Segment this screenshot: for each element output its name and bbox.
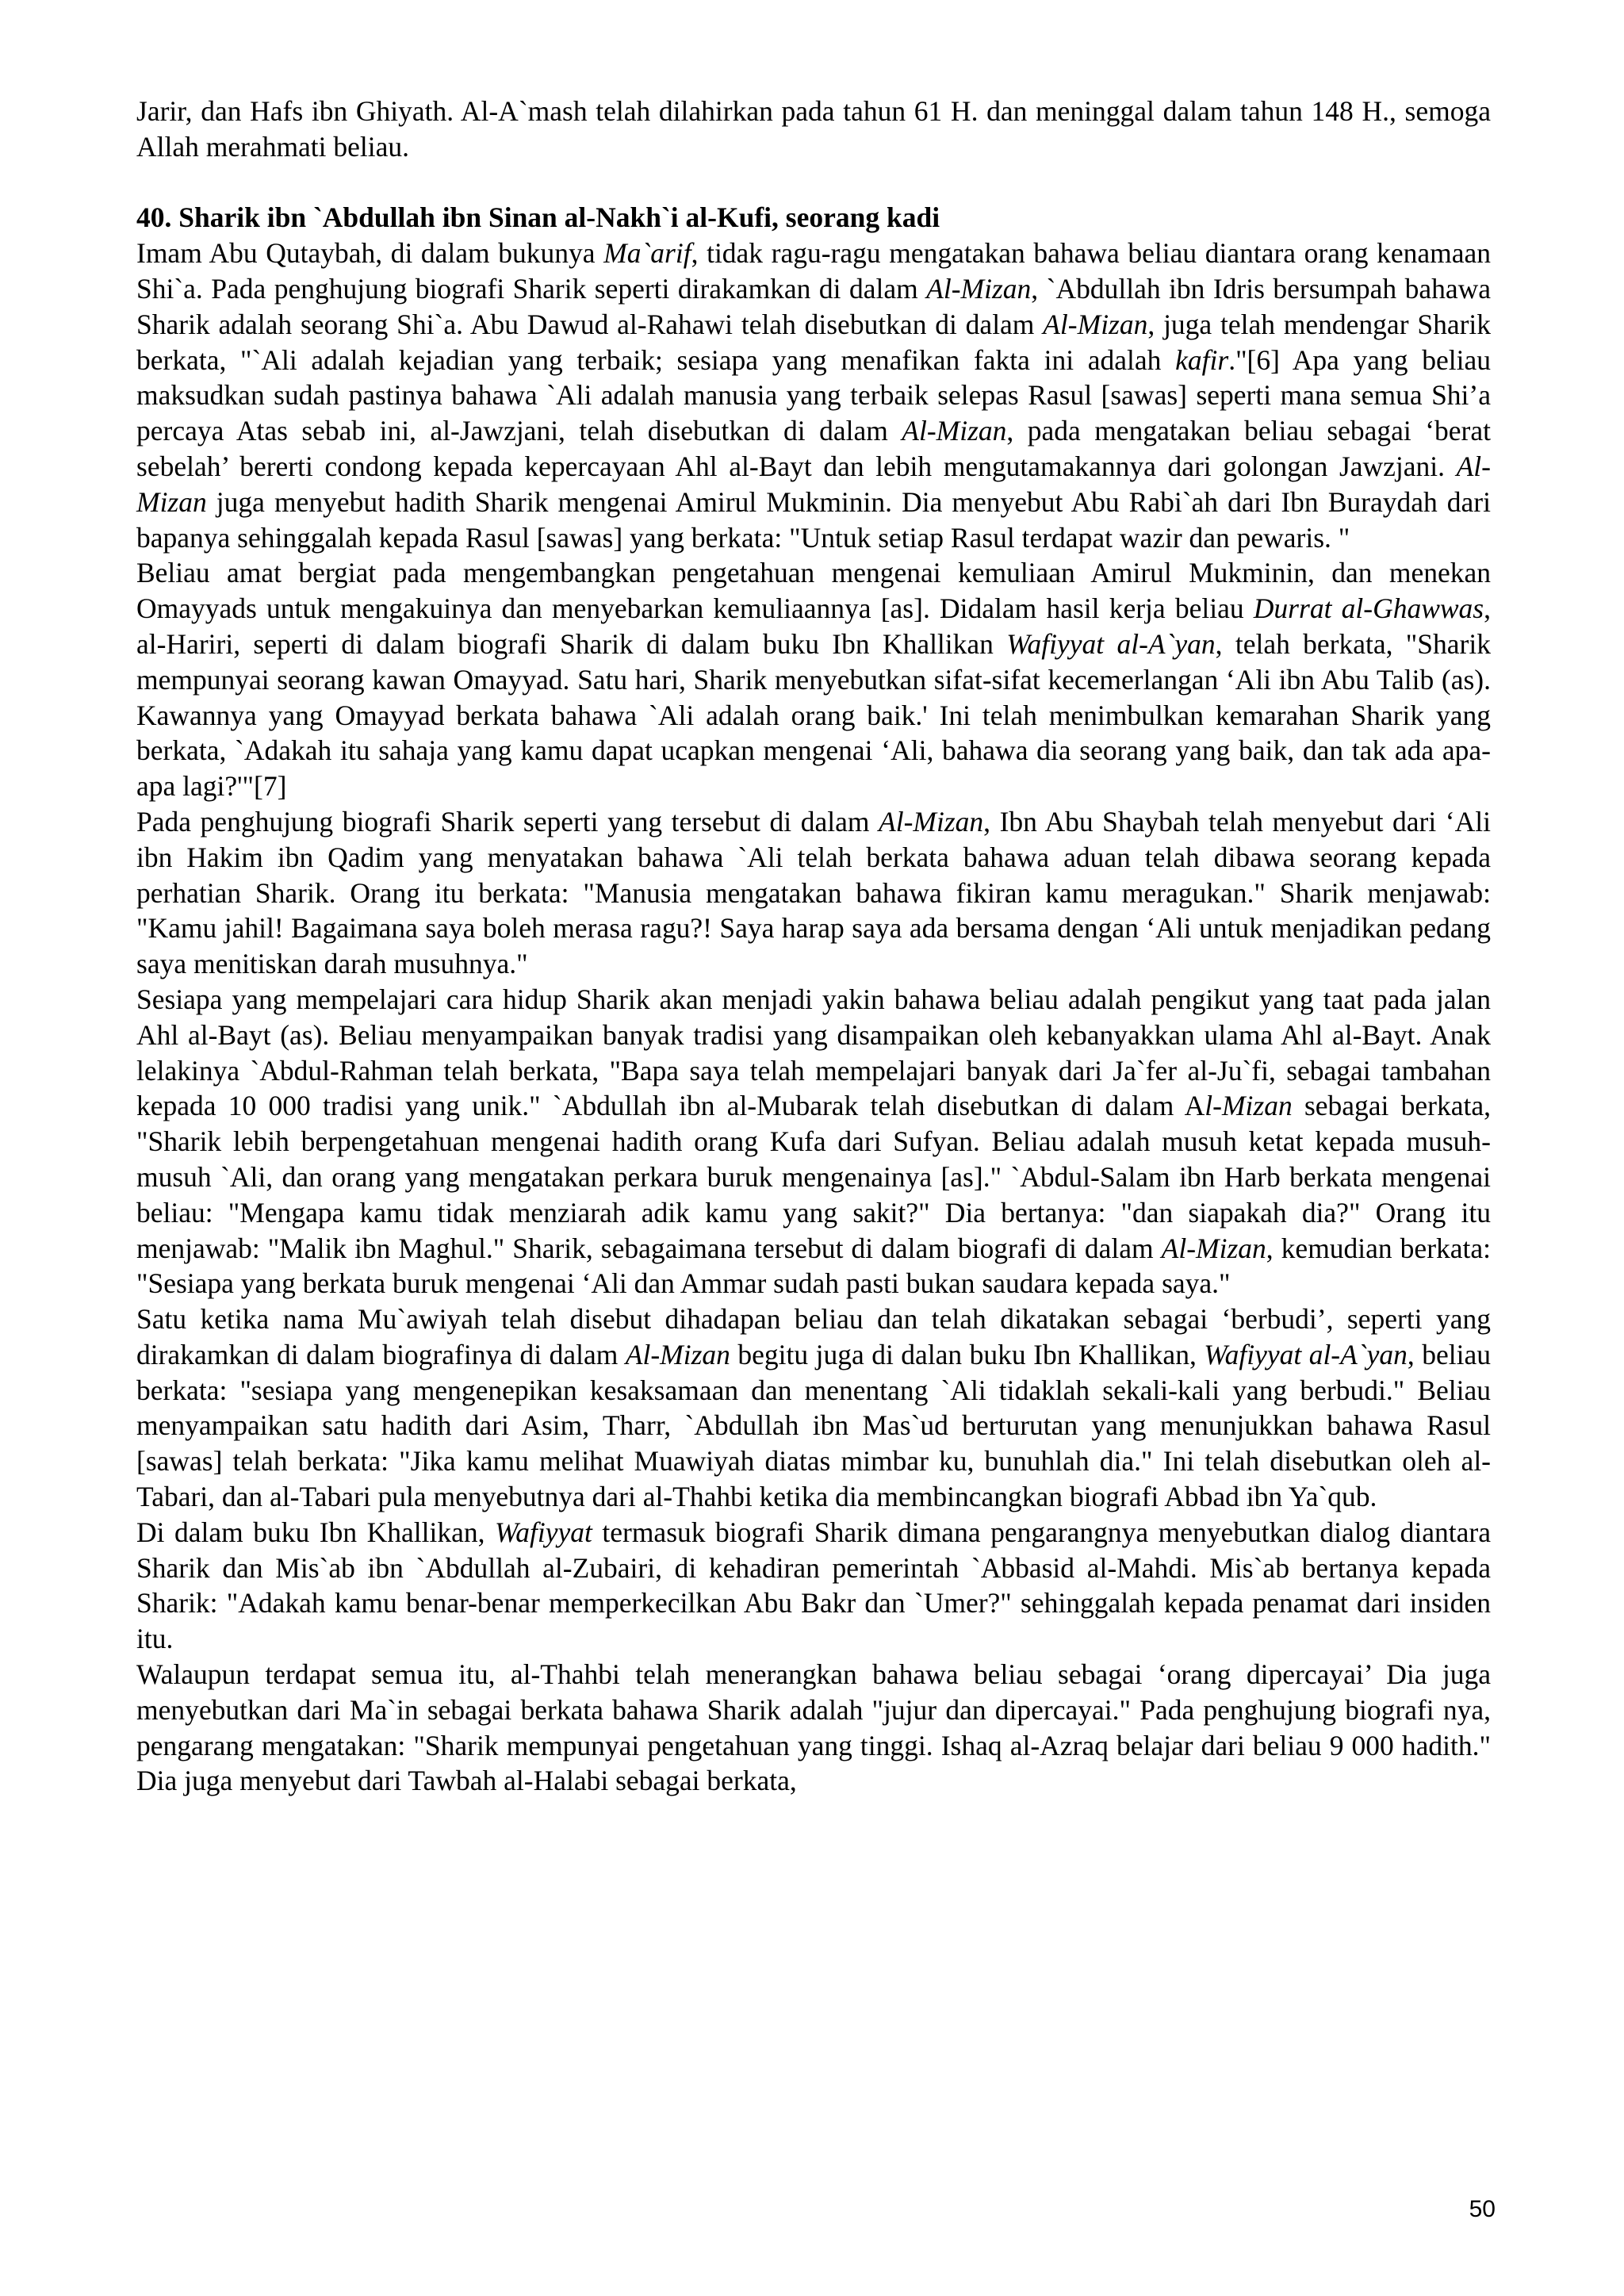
book-title-wafiyyat-al-ayan: Wafiyyat al-A`yan <box>1204 1338 1408 1370</box>
text-run: ."[6] Apa yang beliau maksudkan sudah pastinya bahawa `Ali adalah manusia yang terbaik selepas Rasul [sawas] seperti mana semua Shi’a percaya Atas sebab ini, al-Jawzjani, telah disebutkan di dalam <box>136 343 1491 447</box>
text-run: begitu juga di dalan buku Ibn Khallikan, <box>730 1338 1205 1370</box>
paragraph-gap <box>136 165 1491 201</box>
italic-term-kafir: kafir <box>1175 343 1229 376</box>
paragraph-5 <box>136 1301 1491 1515</box>
paragraph-2 <box>136 555 1491 804</box>
text-run: juga menyebut hadith Sharik mengenai Amirul Mukminin. Dia menyebut Abu Rabi`ah dari Ibn Buraydah dari bapanya sehinggalah kepada Rasul [sawas] yang berkata: "Untuk setiap Rasul terdapat wazir dan pewaris. " <box>136 485 1491 554</box>
page-number: 50 <box>1469 2196 1496 2222</box>
text-run: Pada penghujung biografi Sharik seperti yang tersebut di dalam <box>136 805 879 838</box>
text-run: Beliau amat bergiat pada mengembangkan pengetahuan mengenai kemuliaan Amirul Mukminin, dan menekan Omayyads untuk mengakuinya dan menyebarkan kemuliaannya [as]. Didalam hasil kerja beliau <box>136 557 1491 625</box>
text-run: , beliau berkata: "sesiapa yang mengenepikan kesaksamaan dan menentang `Ali tidaklah sekali-kali yang berbudi." Beliau menyampaikan satu hadith dari Asim, Tharr, `Abdullah ibn Mas`ud berturutan yang menunjukkan bahawa Rasul [sawas] telah berkata: "Jika kamu melihat Muawiyah diatas mimbar ku, bunuhlah dia." Ini telah disebutkan oleh al-Tabari, dan al-Tabari pula menyebutnya dari al-Thahbi ketika dia membincangkan biografi Abbad ibn Ya`qub. <box>136 1338 1491 1513</box>
book-title-wafiyyat: Wafiyyat <box>494 1516 592 1548</box>
text-run: Imam Abu Qutaybah, di dalam bukunya <box>136 237 604 270</box>
text-run: Satu ketika nama Mu`awiyah telah disebut dihadapan beliau dan telah dikatakan sebagai ‘berbudi’, seperti yang dirakamkan di dalam biografinya di dalam <box>136 1303 1491 1370</box>
text-run: , pada mengatakan beliau sebagai ‘berat sebelah’ bererti condong kepada kepercayaan Ahl al-Bayt dan lebih mengutamakannya dari golongan Jawzjani. <box>136 415 1491 482</box>
book-title-al-mizan: Al-Mizan <box>926 272 1032 305</box>
book-title-al-mizan: l-Mizan <box>1205 1090 1293 1122</box>
paragraph-7: Walaupun terdapat semua itu, al-Thahbi telah menerangkan bahawa beliau sebagai ‘orang dipercayai’ Dia juga menyebutkan dari Ma`in sebagai berkata bahawa Sharik adalah "jujur dan dipercayai." Pada penghujung biografi nya, pengarang mengatakan: "Sharik mempunyai pengetahuan yang tinggi. Ishaq al-Azraq belajar dari beliau 9 000 hadith." Dia juga menyebut dari Tawbah al-Halabi sebagai berkata, <box>136 1658 1491 1797</box>
text-run: , telah berkata, "Sharik mempunyai seorang kawan Omayyad. Satu hari, Sharik menyebutkan sifat-sifat kecemerlangan ‘Ali ibn Abu Talib (as). Kawannya yang Omayyad berkata bahawa `Ali adalah orang baik.' Ini telah menimbulkan kemarahan Sharik yang berkata, `Adakah itu sahaja yang kamu dapat ucapkan mengenai ‘Ali, bahawa dia seorang yang baik, dan tak ada apa-apa lagi?'"[7] <box>136 627 1491 803</box>
text-run: termasuk biografi Sharik dimana pengarangnya menyebutkan dialog diantara Sharik dan Mis`ab ibn `Abdullah al-Zubairi, di kehadiran pemerintah `Abbasid al-Mahdi. Mis`ab bertanya kepada Sharik: "Adakah kamu benar-benar memperkecilkan Abu Bakr dan `Umer?" sehinggalah kepada penamat dari insiden itu. <box>136 1516 1491 1655</box>
paragraph-6 <box>136 1515 1491 1657</box>
text-run: , tidak ragu-ragu mengatakan bahawa beliau diantara orang kenamaan Shi`a. Pada penghujung biografi Sharik seperti dirakamkan di dalam <box>136 237 1491 305</box>
section-heading: 40. Sharik ibn `Abdullah ibn Sinan al-Nakh`i al-Kufi, seorang kadi <box>136 201 940 234</box>
book-title-al-mizan: Al-Mizan <box>902 415 1007 447</box>
body-text <box>136 94 1491 1799</box>
intro-paragraph: Jarir, dan Hafs ibn Ghiyath. Al-A`mash telah dilahirkan pada tahun 61 H. dan meninggal dalam tahun 148 H., semoga Allah merahmati beliau. <box>136 95 1491 163</box>
book-title-al-mizan: Al-Mizan <box>1043 308 1148 340</box>
book-title-al-mizan: Al-Mizan <box>625 1338 730 1370</box>
book-title-wafiyyat-al-ayan: Wafiyyat al-A`yan <box>1006 627 1216 660</box>
text-run: , Ibn Abu Shaybah telah menyebut dari ‘Ali ibn Hakim ibn Qadim yang menyatakan bahawa `Ali telah berkata bahawa aduan telah dibawa seorang kepada perhatian Sharik. Orang itu berkata: "Manusia mengatakan bahawa fikiran kamu meragukan." Sharik menjawab: "Kamu jahil! Bagaimana saya boleh merasa ragu?! Saya harap saya ada bersama dengan ‘Ali untuk menjadikan pedang saya menitiskan darah musuhnya." <box>136 805 1491 980</box>
book-title-al-mizan: Al-Mizan <box>879 805 984 838</box>
book-title-durrat-al-ghawwas: Durrat al-Ghawwas <box>1253 592 1484 625</box>
book-title-al-mizan: Al-Mizan <box>136 450 1491 518</box>
text-run: , kemudian berkata: "Sesiapa yang berkata buruk mengenai ‘Ali dan Ammar sudah pasti bukan saudara kepada saya." <box>136 1232 1491 1300</box>
text-run: Sesiapa yang mempelajari cara hidup Sharik akan menjadi yakin bahawa beliau adalah pengikut yang taat pada jalan Ahl al-Bayt (as). Beliau menyampaikan banyak tradisi yang disampaikan oleh kebanyakkan ulama Ahl al-Bayt. Anak lelakinya `Abdul-Rahman telah berkata, "Bapa saya telah mempelajari banyak dari Ja`fer al-Ju`fi, sebagai tambahan kepada 10 000 tradisi yang unik." `Abdullah ibn al-Mubarak telah disebutkan di dalam A <box>136 983 1491 1122</box>
text-run: , juga telah mendengar Sharik berkata, "`Ali adalah kejadian yang terbaik; sesiapa yang menafikan fakta ini adalah <box>136 308 1492 376</box>
paragraph-4 <box>136 982 1491 1301</box>
text-run: , `Abdullah ibn Idris bersumpah bahawa Sharik adalah seorang Shi`a. Abu Dawud al-Rahawi telah disebutkan di dalam <box>136 272 1492 340</box>
text-run: sebagai berkata, "Sharik lebih berpengetahuan mengenai hadith orang Kufa dari Sufyan. Beliau adalah musuh ketat kepada musuh-musuh `Ali, dan orang yang mengatakan perkara buruk mengenainya [as]." `Abdul-Salam ibn Harb berkata mengenai beliau: "Mengapa kamu tidak menziarah adik kamu yang sakit?" Dia bertanya: "dan siapakah dia?" Orang itu menjawab: "Malik ibn Maghul." Sharik, sebagaimana tersebut di dalam biografi di dalam <box>136 1090 1491 1264</box>
text-run: Di dalam buku Ibn Khallikan, <box>136 1516 495 1548</box>
book-title-al-mizan: Al-Mizan <box>1161 1232 1266 1264</box>
paragraph-1 <box>136 236 1491 555</box>
book-title-maarif: Ma`arif <box>603 237 691 270</box>
paragraph-3 <box>136 804 1491 982</box>
text-run: , al-Hariri, seperti di dalam biografi Sharik di dalam buku Ibn Khallikan <box>136 592 1491 660</box>
